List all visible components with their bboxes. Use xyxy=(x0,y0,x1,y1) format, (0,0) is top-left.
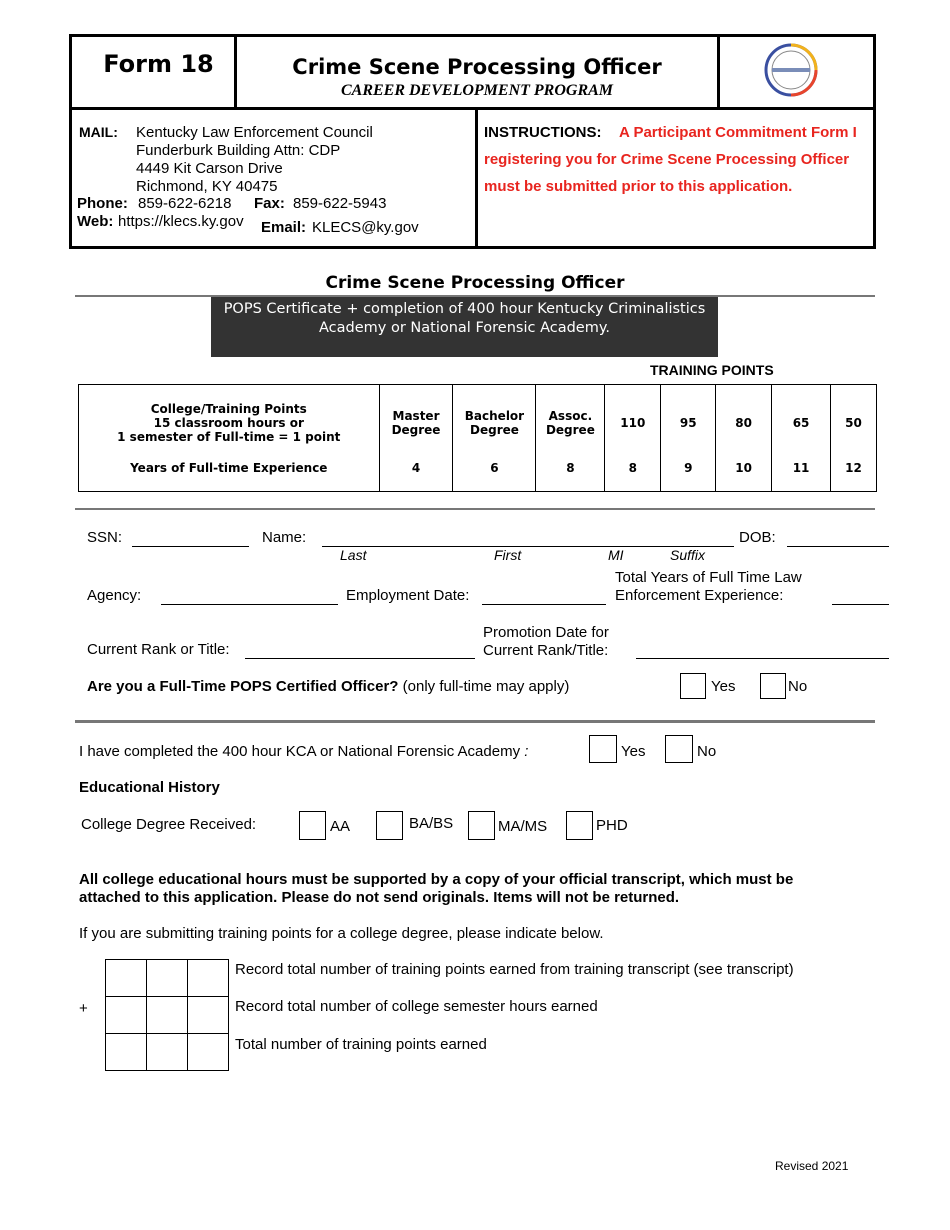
pops-question-bold: Are you a Full-Time POPS Certified Officer? xyxy=(87,678,399,695)
training-points-table xyxy=(78,384,877,492)
email-value: KLECS@ky.gov xyxy=(312,219,419,236)
grid-cell[interactable] xyxy=(147,997,188,1034)
suffix-caption: Suffix xyxy=(670,547,706,563)
table-cell: 12 xyxy=(831,460,877,492)
points-entry-grid xyxy=(105,959,229,1071)
employment-date-label: Employment Date: xyxy=(346,587,470,604)
name-label: Name: xyxy=(262,529,307,546)
requirement-line: Academy or National Forensic Academy. xyxy=(319,320,610,336)
pops-no-checkbox[interactable] xyxy=(760,673,786,699)
instructions-text: A Participant Commitment Form I xyxy=(619,124,857,141)
pops-yes-label: Yes xyxy=(711,678,736,695)
pops-question-note: (only full-time may apply) xyxy=(402,678,570,695)
grid-cell[interactable] xyxy=(106,1034,147,1071)
rank-label: Current Rank or Title: xyxy=(87,641,230,658)
degree-label: College Degree Received: xyxy=(81,816,257,833)
table-cell: 10 xyxy=(716,460,772,492)
form-number: Form 18 xyxy=(103,50,214,78)
grid-row-label: Record total number of training points earned from training transcript (see transcript) xyxy=(235,961,794,978)
table-cell: 65 xyxy=(772,385,831,461)
mail-label: MAIL: xyxy=(79,124,118,140)
degree-aa-checkbox[interactable] xyxy=(299,811,326,840)
phone-label: Phone: xyxy=(77,195,128,212)
pops-question xyxy=(87,678,569,695)
table-cell: 6 xyxy=(453,460,536,492)
degree-babs-label: BA/BS xyxy=(409,815,454,832)
academy-yes-label: Yes xyxy=(621,743,646,760)
academy-yes-checkbox[interactable] xyxy=(589,735,617,763)
grid-cell[interactable] xyxy=(147,1034,188,1071)
promotion-date-input[interactable] xyxy=(636,658,889,659)
web-value: https://klecs.ky.gov xyxy=(118,213,244,230)
phone-value: 859-622-6218 xyxy=(138,195,232,212)
grid-cell[interactable] xyxy=(147,960,188,997)
dob-label: DOB: xyxy=(739,529,776,546)
table-cell: Assoc. Degree xyxy=(536,385,605,461)
pops-yes-checkbox[interactable] xyxy=(680,673,706,699)
plus-sign: + xyxy=(79,1000,88,1017)
employment-date-input[interactable] xyxy=(482,604,606,605)
rank-input[interactable] xyxy=(245,658,475,659)
email-label: Email: xyxy=(261,219,307,236)
address-line: Richmond, KY 40475 xyxy=(136,178,278,195)
fax-label: Fax: xyxy=(254,195,285,212)
degree-phd-label: PHD xyxy=(596,817,628,834)
academy-question xyxy=(79,743,528,760)
requirement-banner xyxy=(211,297,718,357)
transcript-notice: All college educational hours must be supported by a copy of your official transcript, which must be xyxy=(79,871,794,888)
table-cell: 9 xyxy=(661,460,716,492)
academy-no-label: No xyxy=(697,743,717,760)
table-cell: Bachelor Degree xyxy=(453,385,536,461)
divider xyxy=(75,508,875,510)
table-cell: Master Degree xyxy=(379,385,453,461)
form-title: Crime Scene Processing Officer xyxy=(292,55,662,79)
table-cell: 50 xyxy=(831,385,877,461)
table-cell: 8 xyxy=(605,460,661,492)
program-seal-logo xyxy=(755,42,827,98)
divider xyxy=(75,720,875,723)
agency-input[interactable] xyxy=(161,604,338,605)
mi-caption: MI xyxy=(608,547,624,563)
grid-cell[interactable] xyxy=(106,997,147,1034)
section-title: Crime Scene Processing Officer xyxy=(325,273,625,293)
degree-mams-label: MA/MS xyxy=(498,818,548,835)
table-cell: 11 xyxy=(772,460,831,492)
instructions-label: INSTRUCTIONS: xyxy=(484,124,602,141)
table-cell: 80 xyxy=(716,385,772,461)
agency-label: Agency: xyxy=(87,587,142,604)
instructions-text: registering you for Crime Scene Processing Officer xyxy=(484,151,850,168)
degree-phd-checkbox[interactable] xyxy=(566,811,593,840)
revised-date: Revised 2021 xyxy=(775,1159,849,1173)
total-years-label: Total Years of Full Time Law xyxy=(615,569,802,586)
instructions-text: must be submitted prior to this application. xyxy=(484,178,793,195)
pops-no-label: No xyxy=(788,678,808,695)
college-degree-note: If you are submitting training points for a college degree, please indicate below. xyxy=(79,925,604,942)
address-line: 4449 Kit Carson Drive xyxy=(136,160,283,177)
grid-cell[interactable] xyxy=(188,997,229,1034)
ssn-label: SSN: xyxy=(87,529,123,546)
transcript-notice: attached to this application. Please do not send originals. Items will not be returned. xyxy=(79,889,680,906)
training-points-label: TRAINING POINTS xyxy=(650,362,774,378)
academy-no-checkbox[interactable] xyxy=(665,735,693,763)
fax-value: 859-622-5943 xyxy=(293,195,387,212)
first-name-caption: First xyxy=(494,547,522,563)
address-line: Kentucky Law Enforcement Council xyxy=(136,124,373,141)
total-years-label: Enforcement Experience: xyxy=(615,587,784,604)
dob-input[interactable] xyxy=(787,546,889,547)
address-line: Funderburk Building Attn: CDP xyxy=(136,142,341,159)
total-years-input[interactable] xyxy=(832,604,889,605)
web-label: Web: xyxy=(77,213,114,230)
degree-babs-checkbox[interactable] xyxy=(376,811,403,840)
requirement-line: POPS Certificate + completion of 400 hour Kentucky Criminalistics xyxy=(223,301,706,317)
grid-row-label: Record total number of college semester hours earned xyxy=(235,998,598,1015)
last-name-caption: Last xyxy=(340,547,367,563)
promotion-date-label: Current Rank/Title: xyxy=(483,642,609,659)
ssn-input[interactable] xyxy=(132,546,249,547)
grid-cell[interactable] xyxy=(188,1034,229,1071)
form-subtitle: CAREER DEVELOPMENT PROGRAM xyxy=(340,82,614,99)
table-cell: 110 xyxy=(605,385,661,461)
table-cell: 95 xyxy=(661,385,716,461)
grid-row-label: Total number of training points earned xyxy=(235,1036,487,1053)
table-cell: 8 xyxy=(536,460,605,492)
academy-question-colon: : xyxy=(524,743,529,760)
academy-question-text: I have completed the 400 hour KCA or National Forensic Academy xyxy=(79,743,521,760)
grid-cell[interactable] xyxy=(106,960,147,997)
table-cell: 4 xyxy=(379,460,453,492)
educational-history-heading: Educational History xyxy=(79,779,220,796)
degree-mams-checkbox[interactable] xyxy=(468,811,495,840)
table-header: College/Training Points 15 classroom hours or 1 semester of Full-time = 1 point xyxy=(79,385,380,461)
grid-cell[interactable] xyxy=(188,960,229,997)
table-header: Years of Full-time Experience xyxy=(79,460,380,492)
promotion-date-label: Promotion Date for xyxy=(483,624,609,641)
degree-aa-label: AA xyxy=(330,818,351,835)
